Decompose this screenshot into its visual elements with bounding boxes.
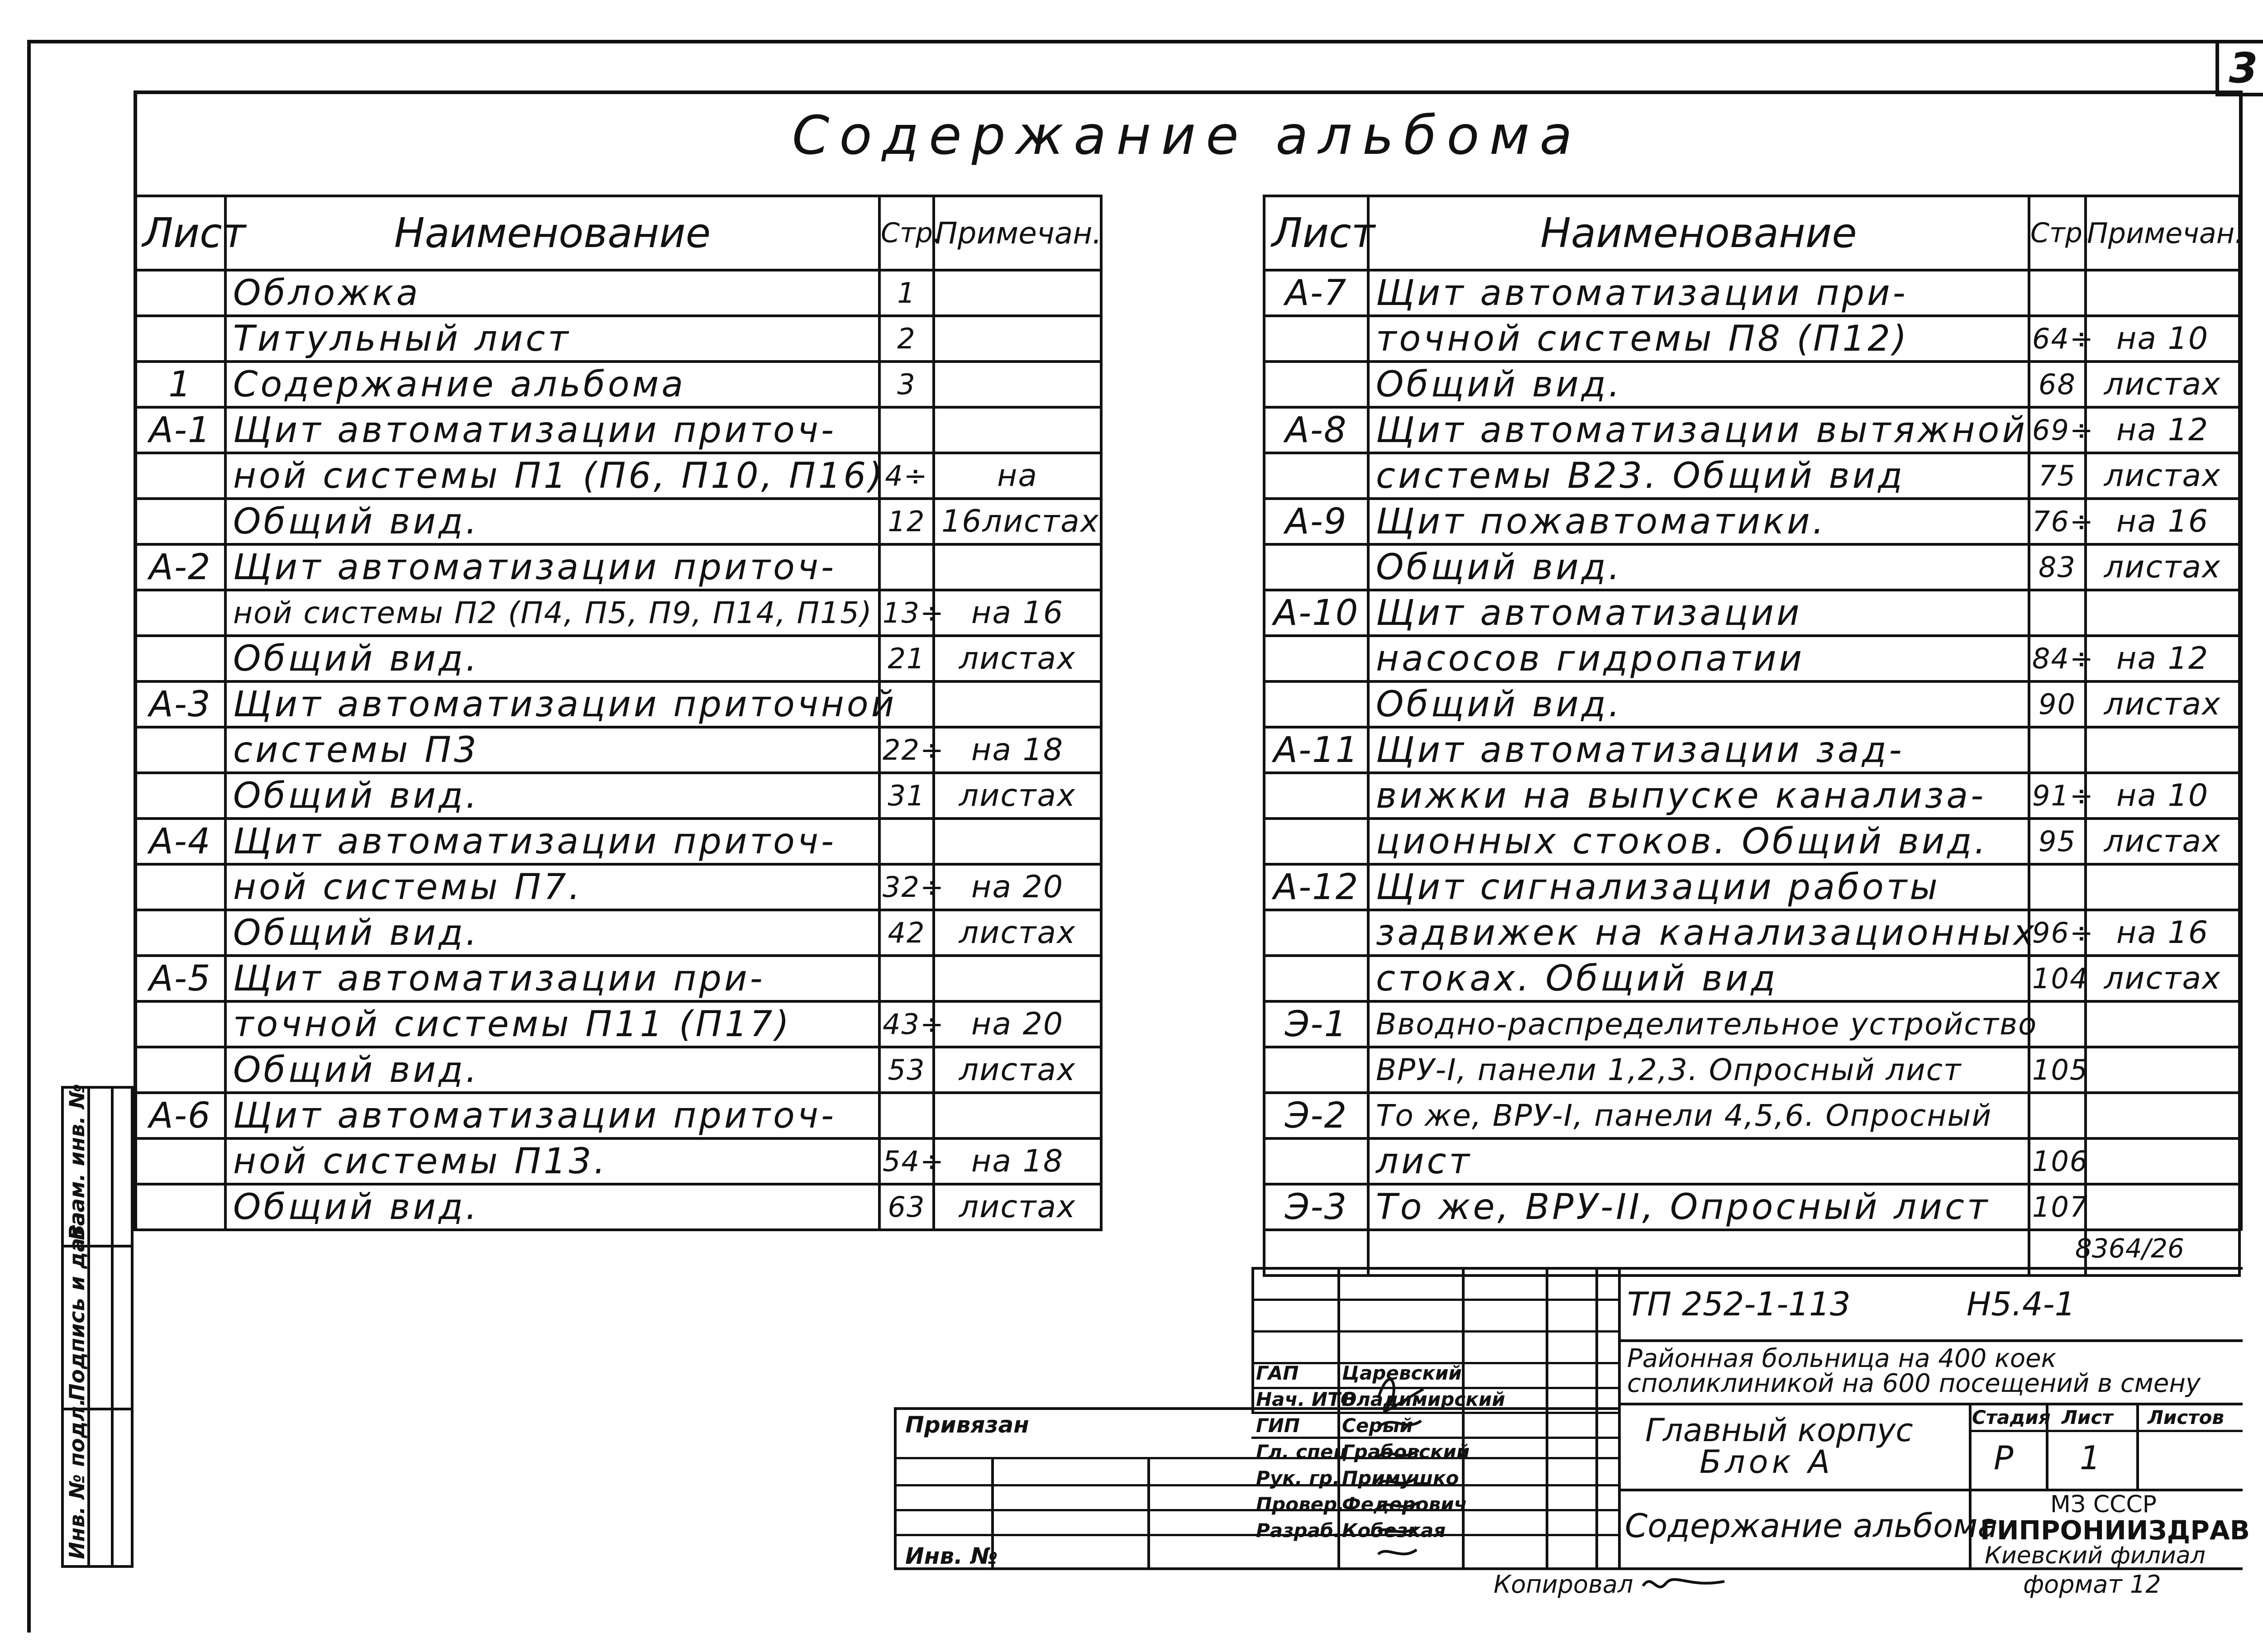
row-note-cell	[2086, 1138, 2239, 1184]
toc-row	[135, 407, 1101, 453]
toc-row	[135, 362, 1101, 407]
row-name-cell: системы П3	[225, 727, 879, 773]
row-sheet-cell	[135, 453, 225, 499]
row-name-cell: Общий вид.	[225, 636, 879, 681]
row-note-cell	[934, 316, 1101, 362]
row-name-cell: Щит автоматизации приточ-	[225, 407, 879, 453]
title-block	[894, 1267, 2250, 1570]
row-note-cell: листах	[2086, 681, 2239, 727]
row-page-cell	[879, 407, 934, 453]
object-line-2: споликлиникой на 600 посещений в смену	[1627, 1369, 2201, 1398]
row-name-cell: Вводно-распределительное устройство	[1368, 1001, 2029, 1047]
row-sheet-cell: А-4	[135, 819, 225, 864]
row-note-cell	[934, 681, 1101, 727]
row-name-cell: Щит автоматизации при-	[225, 956, 879, 1001]
row-page-cell: 22÷	[879, 727, 934, 773]
row-page-cell: 105	[2029, 1047, 2086, 1093]
row-page-cell: 12	[879, 499, 934, 544]
row-page-cell: 21	[879, 636, 934, 681]
toc-row	[1264, 590, 2239, 636]
row-name-cell: точной системы П11 (П17)	[225, 1001, 879, 1047]
row-note-cell	[2086, 590, 2239, 636]
toc-row	[1264, 956, 2239, 1001]
row-page-cell: 104	[2029, 956, 2086, 1001]
row-sheet-cell	[1264, 681, 1368, 727]
row-page-cell: 1	[879, 270, 934, 316]
row-note-cell	[934, 1093, 1101, 1138]
strip-divider	[111, 1089, 114, 1565]
row-note-cell: листах	[2086, 362, 2239, 407]
row-name-cell: ВРУ-I, панели 1,2,3. Опросный лист	[1368, 1047, 2029, 1093]
header-sheet: Лист	[1264, 196, 1368, 270]
row-note-cell: листах	[934, 773, 1101, 819]
org-line-3: Киевский филиал	[1985, 1542, 2206, 1569]
row-page-cell	[879, 819, 934, 864]
replace-inv-label: Взам. инв. №	[65, 1084, 89, 1240]
row-note-cell: на 20	[934, 864, 1101, 910]
row-note-cell: листах	[2086, 453, 2239, 499]
row-sheet-cell	[1264, 819, 1368, 864]
row-name-cell: Щит автоматизации приточ-	[225, 544, 879, 590]
row-page-cell	[2029, 864, 2086, 910]
row-name-cell: ционных стоков. Общий вид.	[1368, 819, 2029, 864]
row-name-cell: Щит автоматизации вытяжной	[1368, 407, 2029, 453]
row-sheet-cell	[1264, 453, 1368, 499]
toc-row	[135, 453, 1101, 499]
signer-role: ГАП	[1256, 1362, 1299, 1384]
stamp-line	[1251, 1267, 1254, 1414]
header-page: Стр.	[879, 196, 934, 270]
row-sheet-cell	[1264, 1047, 1368, 1093]
row-sheet-cell: А-8	[1264, 407, 1368, 453]
toc-header-row	[1264, 196, 2239, 270]
document-id: 8364/26	[2075, 1233, 2184, 1264]
toc-row	[1264, 636, 2239, 681]
toc-row	[1264, 819, 2239, 864]
row-sheet-cell	[1264, 544, 1368, 590]
row-note-cell	[2086, 1184, 2239, 1230]
inv-orig-label: Инв. № подл.	[65, 1398, 89, 1559]
row-page-cell	[2029, 727, 2086, 773]
header-note: Примечан.	[934, 196, 1101, 270]
row-note-cell	[2086, 1047, 2239, 1093]
row-note-cell: на 10	[2086, 773, 2239, 819]
row-sheet-cell	[135, 773, 225, 819]
row-note-cell	[2086, 1001, 2239, 1047]
toc-row	[135, 1138, 1101, 1184]
toc-row	[135, 910, 1101, 956]
row-page-cell: 68	[2029, 362, 2086, 407]
row-page-cell: 54÷	[879, 1138, 934, 1184]
toc-row	[135, 819, 1101, 864]
project-code: ТП 252-1-113	[1627, 1285, 1851, 1323]
row-note-cell: на 16	[934, 590, 1101, 636]
row-page-cell	[879, 956, 934, 1001]
row-note-cell: на 12	[2086, 636, 2239, 681]
row-sheet-cell: Э-1	[1264, 1001, 1368, 1047]
bound-label: Привязан	[905, 1412, 1029, 1438]
row-sheet-cell: А-7	[1264, 270, 1368, 316]
row-note-cell: листах	[934, 1184, 1101, 1230]
toc-row	[135, 270, 1101, 316]
row-name-cell: Общий вид.	[1368, 681, 2029, 727]
row-sheet-cell: А-1	[135, 407, 225, 453]
row-note-cell: на 12	[2086, 407, 2239, 453]
row-sheet-cell	[1264, 910, 1368, 956]
row-page-cell	[879, 544, 934, 590]
row-note-cell: на 16	[2086, 499, 2239, 544]
row-note-cell	[2086, 270, 2239, 316]
row-sheet-cell: А-5	[135, 956, 225, 1001]
row-name-cell: Обложка	[225, 270, 879, 316]
stamp-line	[1969, 1403, 1972, 1570]
row-name-cell: Щит автоматизации	[1368, 590, 2029, 636]
toc-row	[1264, 316, 2239, 362]
row-name-cell: Щит автоматизации приточ-	[225, 819, 879, 864]
row-sheet-cell: А-9	[1264, 499, 1368, 544]
row-note-cell: на 18	[934, 1138, 1101, 1184]
toc-row	[135, 681, 1101, 727]
sheet-number: 3	[2215, 40, 2263, 96]
row-page-cell: 95	[2029, 819, 2086, 864]
toc-row	[1264, 453, 2239, 499]
row-sheet-cell: А-10	[1264, 590, 1368, 636]
copied-label: Копировал	[1494, 1570, 1633, 1599]
toc-row	[1264, 1047, 2239, 1093]
row-page-cell: 96÷	[2029, 910, 2086, 956]
toc-row	[135, 1047, 1101, 1093]
row-sheet-cell	[135, 499, 225, 544]
signer-role: ГИП	[1256, 1414, 1300, 1437]
toc-header-row	[135, 196, 1101, 270]
toc-row	[135, 956, 1101, 1001]
row-name-cell: Общий вид.	[225, 773, 879, 819]
signer-role: Провер.	[1256, 1493, 1345, 1515]
row-page-cell: 76÷	[2029, 499, 2086, 544]
toc-row	[135, 864, 1101, 910]
row-note-cell: листах	[934, 910, 1101, 956]
col-stage: Стадия	[1972, 1406, 2051, 1428]
drawing-mark: Н5.4-1	[1967, 1285, 2076, 1323]
row-name-cell: Общий вид.	[1368, 362, 2029, 407]
toc-row	[135, 773, 1101, 819]
row-name-cell: ной системы П1 (П6, П10, П16)	[225, 453, 879, 499]
row-name-cell: задвижек на канализационных	[1368, 910, 2029, 956]
row-sheet-cell	[135, 316, 225, 362]
row-name-cell: системы В23. Общий вид	[1368, 453, 2029, 499]
row-name-cell: Содержание альбома	[225, 362, 879, 407]
stamp-line	[1546, 1267, 1548, 1570]
sheet-title: Содержание альбома	[1625, 1507, 1998, 1545]
format-label: формат 12	[2023, 1570, 2161, 1599]
row-sheet-cell	[1264, 1138, 1368, 1184]
toc-row	[135, 636, 1101, 681]
signer-name: Грабовский	[1342, 1441, 1470, 1463]
signer-name: Кобезкая	[1342, 1519, 1446, 1542]
row-name-cell: Титульный лист	[225, 316, 879, 362]
row-sheet-cell	[135, 1047, 225, 1093]
toc-row	[1264, 681, 2239, 727]
row-sheet-cell: Э-3	[1264, 1184, 1368, 1230]
row-sheet-cell	[135, 1001, 225, 1047]
row-page-cell: 75	[2029, 453, 2086, 499]
copier-signature	[1638, 1568, 1729, 1600]
signatures-drawing	[1374, 1339, 1428, 1561]
row-note-cell	[934, 362, 1101, 407]
stamp-line	[1618, 1403, 2243, 1405]
row-name-cell: насосов гидропатии	[1368, 636, 2029, 681]
row-page-cell: 64÷	[2029, 316, 2086, 362]
row-note-cell	[2086, 727, 2239, 773]
row-sheet-cell	[135, 590, 225, 636]
row-note-cell	[934, 407, 1101, 453]
row-sheet-cell: А-12	[1264, 864, 1368, 910]
stamp-line	[1251, 1267, 2243, 1270]
row-name-cell: вижки на выпуске канализа-	[1368, 773, 2029, 819]
stamp-line	[894, 1407, 897, 1570]
row-note-cell: на 10	[2086, 316, 2239, 362]
toc-table-right	[1263, 195, 2244, 1277]
toc-row	[1264, 1001, 2239, 1047]
row-sheet-cell	[135, 1184, 225, 1230]
toc-row	[135, 590, 1101, 636]
row-sheet-cell: А-11	[1264, 727, 1368, 773]
toc-row	[1264, 362, 2239, 407]
row-name-cell: Общий вид.	[225, 499, 879, 544]
row-note-cell: листах	[934, 1047, 1101, 1093]
row-name-cell: Общий вид.	[225, 910, 879, 956]
stamp-line	[1595, 1267, 1598, 1570]
toc-row	[135, 1184, 1101, 1230]
stamp-line	[1251, 1330, 1620, 1333]
object-line-1: Районная больница на 400 коек	[1627, 1344, 2057, 1373]
row-page-cell: 13÷	[879, 590, 934, 636]
stamp-line	[1618, 1267, 1621, 1570]
row-note-cell	[2086, 864, 2239, 910]
toc-row	[1264, 270, 2239, 316]
row-name-cell: ной системы П13.	[225, 1138, 879, 1184]
stamp-line	[1251, 1299, 1620, 1301]
row-page-cell: 3	[879, 362, 934, 407]
row-note-cell: на 18	[934, 727, 1101, 773]
side-stamp-strip	[61, 1086, 134, 1568]
stamp-line	[1147, 1457, 1150, 1570]
row-note-cell	[2086, 1093, 2239, 1138]
header-sheet: Лист	[135, 196, 225, 270]
header-name: Наименование	[1368, 196, 2029, 270]
building-line-1: Главный корпус	[1645, 1412, 1913, 1449]
row-note-cell: листах	[934, 636, 1101, 681]
row-note-cell: листах	[2086, 819, 2239, 864]
row-sheet-cell: А-2	[135, 544, 225, 590]
row-sheet-cell	[135, 270, 225, 316]
row-name-cell: Щит автоматизации зад-	[1368, 727, 2029, 773]
building-line-2: Блок А	[1700, 1443, 1834, 1481]
sign-date-label: Подпись и дата	[65, 1212, 89, 1401]
header-name: Наименование	[225, 196, 879, 270]
row-name-cell: То же, ВРУ-II, Опросный лист	[1368, 1184, 2029, 1230]
toc-row	[135, 499, 1101, 544]
row-page-cell: 31	[879, 773, 934, 819]
row-sheet-cell	[1264, 316, 1368, 362]
signer-role: Нач. ИТО	[1256, 1388, 1357, 1410]
row-page-cell: 4÷	[879, 453, 934, 499]
row-page-cell: 84÷	[2029, 636, 2086, 681]
row-page-cell: 69÷	[2029, 407, 2086, 453]
toc-row	[1264, 1093, 2239, 1138]
row-name-cell: Щит пожавтоматики.	[1368, 499, 2029, 544]
row-sheet-cell: А-6	[135, 1093, 225, 1138]
col-sheets: Листов	[2148, 1406, 2224, 1428]
col-sheet: Лист	[2062, 1406, 2113, 1428]
row-name-cell: Щит сигнализации работы	[1368, 864, 2029, 910]
stamp-line	[1969, 1430, 2243, 1432]
row-name-cell: Общий вид.	[1368, 544, 2029, 590]
row-name-cell: Щит автоматизации приточ-	[225, 1093, 879, 1138]
row-name-cell: То же, ВРУ-I, панели 4,5,6. Опросный	[1368, 1093, 2029, 1138]
toc-row	[1264, 407, 2239, 453]
signer-name: Серый	[1342, 1414, 1413, 1437]
row-page-cell	[879, 1093, 934, 1138]
row-note-cell	[934, 956, 1101, 1001]
row-sheet-cell	[1264, 956, 1368, 1001]
toc-row	[1264, 1138, 2239, 1184]
stamp-line	[1462, 1267, 1465, 1570]
signer-name: Царевский	[1342, 1362, 1462, 1384]
row-page-cell: 90	[2029, 681, 2086, 727]
row-page-cell: 32÷	[879, 864, 934, 910]
row-name-cell: Общий вид.	[225, 1047, 879, 1093]
row-sheet-cell	[135, 636, 225, 681]
toc-row	[1264, 544, 2239, 590]
row-note-cell: 16листах	[934, 499, 1101, 544]
signer-name: Примушко	[1342, 1467, 1459, 1489]
header-page: Стр.	[2029, 196, 2086, 270]
row-page-cell: 91÷	[2029, 773, 2086, 819]
row-sheet-cell	[1264, 362, 1368, 407]
row-note-cell: листах	[2086, 544, 2239, 590]
row-sheet-cell: А-3	[135, 681, 225, 727]
toc-row	[135, 544, 1101, 590]
row-page-cell	[2029, 590, 2086, 636]
signer-name: Федерович	[1342, 1493, 1467, 1515]
row-page-cell: 2	[879, 316, 934, 362]
toc-row	[1264, 499, 2239, 544]
album-title: Содержание альбома	[792, 104, 1582, 167]
row-note-cell: на 16	[2086, 910, 2239, 956]
row-note-cell: на	[934, 453, 1101, 499]
row-sheet-cell	[135, 727, 225, 773]
toc-row	[1264, 727, 2239, 773]
toc-row	[135, 316, 1101, 362]
row-name-cell: Щит автоматизации приточной	[225, 681, 879, 727]
signer-name: Владимирский	[1342, 1388, 1505, 1410]
row-note-cell: листах	[2086, 956, 2239, 1001]
row-name-cell: ной системы П2 (П4, П5, П9, П14, П15)	[225, 590, 879, 636]
toc-row	[1264, 773, 2239, 819]
row-sheet-cell	[1264, 636, 1368, 681]
inv-label: Инв. №	[905, 1543, 998, 1569]
signer-role: Рук. гр.	[1256, 1467, 1340, 1489]
stamp-line	[1251, 1412, 1620, 1414]
toc-table-left	[134, 195, 1103, 1231]
row-note-cell	[934, 544, 1101, 590]
row-page-cell	[2029, 1001, 2086, 1047]
row-name-cell: стоках. Общий вид	[1368, 956, 2029, 1001]
row-page-cell: 42	[879, 910, 934, 956]
row-name-cell: Общий вид.	[225, 1184, 879, 1230]
val-stage: Р	[1994, 1439, 2014, 1477]
signer-role: Гл. спец	[1256, 1441, 1347, 1463]
row-name-cell: Щит автоматизации при-	[1368, 270, 2029, 316]
row-name-cell: точной системы П8 (П12)	[1368, 316, 2029, 362]
row-page-cell: 63	[879, 1184, 934, 1230]
toc-row	[135, 1093, 1101, 1138]
stamp-line	[1618, 1339, 2243, 1342]
toc-row	[135, 727, 1101, 773]
signer-role: Разраб.	[1256, 1519, 1341, 1542]
stamp-line	[1251, 1437, 1620, 1439]
row-name-cell: ной системы П7.	[225, 864, 879, 910]
row-sheet-cell: 1	[135, 362, 225, 407]
row-page-cell	[2029, 270, 2086, 316]
row-note-cell: на 20	[934, 1001, 1101, 1047]
org-line-2: ГИПРОНИИЗДРАВ	[1980, 1515, 2250, 1546]
row-page-cell: 106	[2029, 1138, 2086, 1184]
toc-row	[1264, 1184, 2239, 1230]
row-page-cell	[2029, 1093, 2086, 1138]
row-page-cell: 53	[879, 1047, 934, 1093]
row-sheet-cell	[135, 910, 225, 956]
row-sheet-cell: Э-2	[1264, 1093, 1368, 1138]
val-sheet: 1	[2080, 1439, 2101, 1477]
row-note-cell	[934, 819, 1101, 864]
row-page-cell: 107	[2029, 1184, 2086, 1230]
toc-row	[135, 1001, 1101, 1047]
stamp-line	[2136, 1403, 2139, 1489]
row-sheet-cell	[135, 1138, 225, 1184]
header-note: Примечан.	[2086, 196, 2239, 270]
row-sheet-cell	[1264, 773, 1368, 819]
row-name-cell: лист	[1368, 1138, 2029, 1184]
row-sheet-cell	[135, 864, 225, 910]
toc-row	[1264, 864, 2239, 910]
row-note-cell	[934, 270, 1101, 316]
toc-row	[1264, 910, 2239, 956]
row-page-cell: 83	[2029, 544, 2086, 590]
org-line-1: МЗ СССР	[2050, 1491, 2157, 1518]
row-page-cell: 43÷	[879, 1001, 934, 1047]
